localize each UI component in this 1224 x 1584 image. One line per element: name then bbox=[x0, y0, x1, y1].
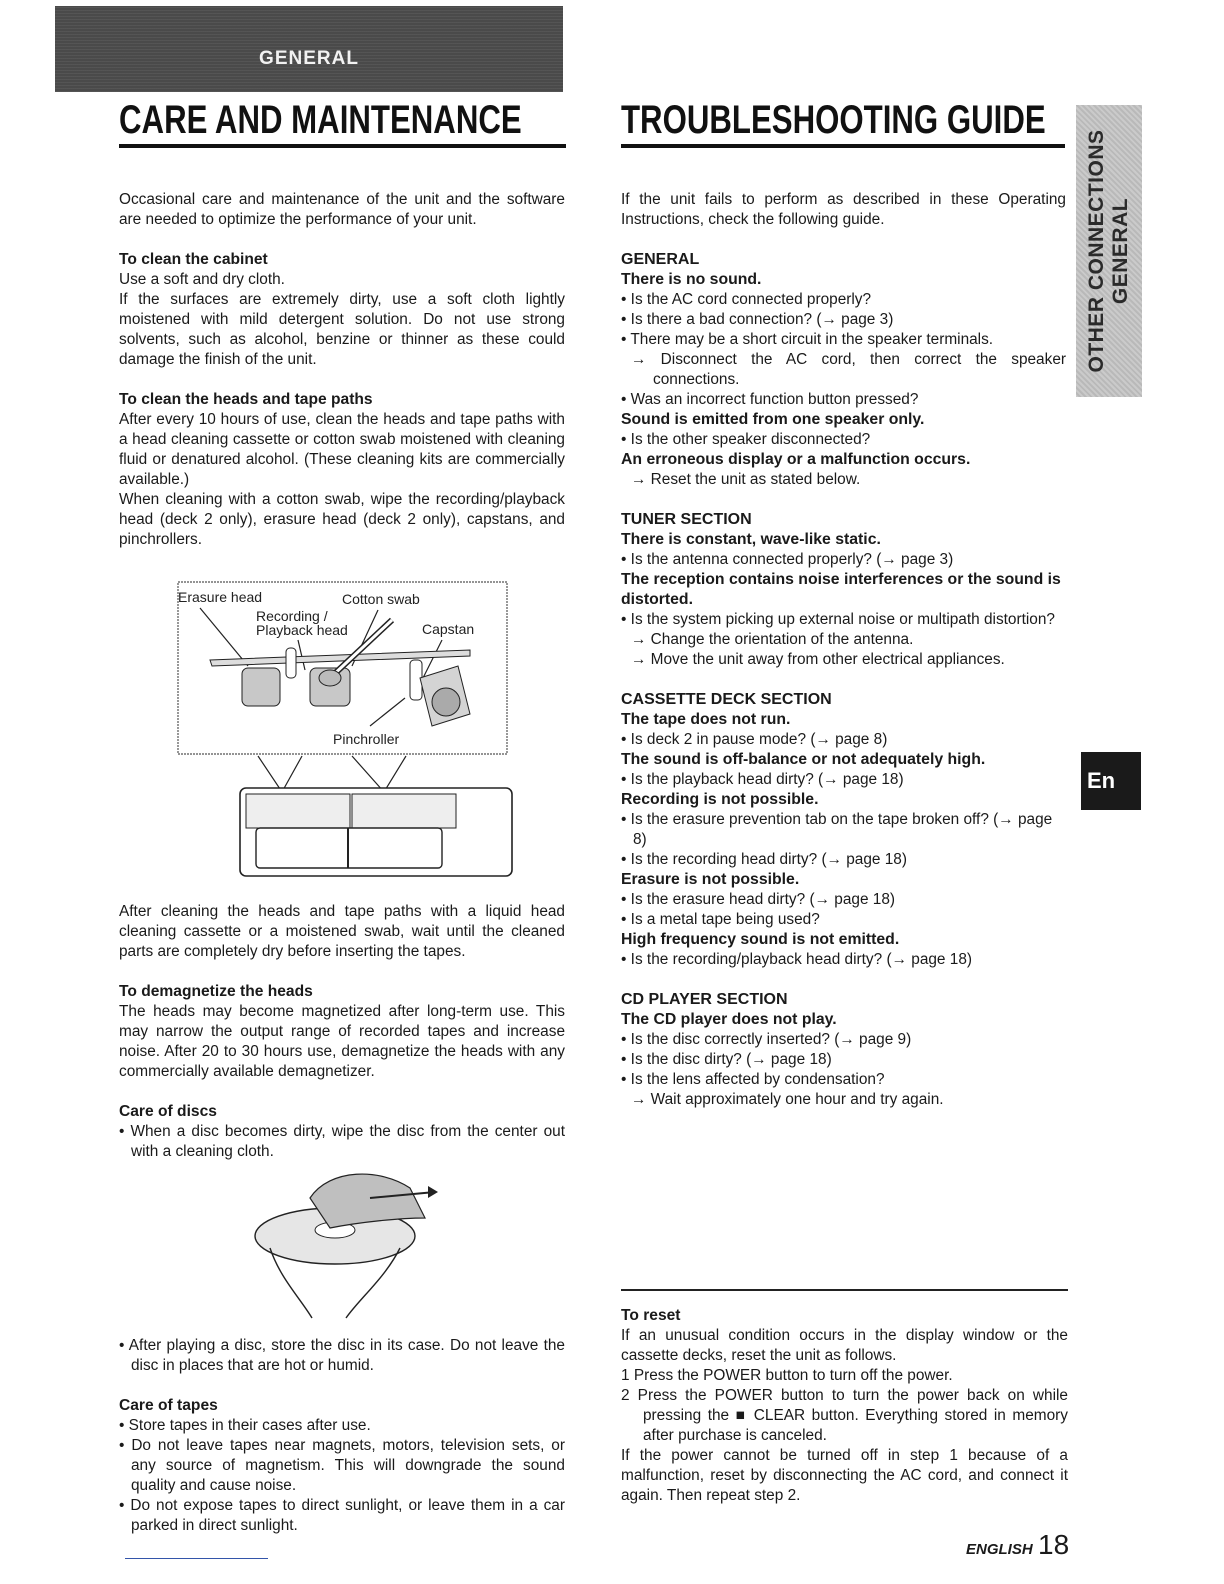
tuner-heading: TUNER SECTION bbox=[621, 511, 752, 528]
side-tab-general: GENERAL bbox=[1109, 197, 1132, 305]
reset-section bbox=[621, 1306, 1068, 1506]
general-q3-a1: → Reset the unit as stated below. bbox=[631, 471, 861, 488]
head-cleaning-illustration bbox=[170, 578, 515, 878]
section-label: GENERAL bbox=[259, 48, 359, 69]
tuner-q1: There is constant, wave-like static. bbox=[621, 531, 881, 548]
care-tapes-bullet-2: • Do not leave tapes near magnets, motors, television sets, or any source of magnetism. This will downgrade the sound quality and cause noise. bbox=[119, 1437, 565, 1494]
footer-language: ENGLISH bbox=[966, 1541, 1033, 1558]
troubleshooting-title: TROUBLESHOOTING GUIDE bbox=[621, 98, 1046, 142]
clean-cabinet-heading: To clean the cabinet bbox=[119, 251, 268, 268]
care-discs-bullet-1: • When a disc becomes dirty, wipe the disc from the center out with a cleaning cloth. bbox=[119, 1123, 565, 1160]
demagnetize-heading: To demagnetize the heads bbox=[119, 983, 313, 1000]
general-q1-b2: • Is there a bad connection? (→ page 3) bbox=[621, 311, 894, 328]
care-title-rule bbox=[119, 144, 566, 148]
clean-heads-p2: When cleaning with a cotton swab, wipe the recording/playback head (deck 2 only), erasure head (deck 2 only), capstans, and pinchrollers. bbox=[119, 491, 565, 548]
label-recording: Recording / bbox=[256, 608, 328, 624]
care-tapes-bullet-1: • Store tapes in their cases after use. bbox=[119, 1417, 371, 1434]
label-pinchroller: Pinchroller bbox=[333, 731, 400, 747]
label-playback-head: Playback head bbox=[256, 622, 348, 638]
general-q1-b4: • Was an incorrect function button pressed? bbox=[621, 391, 919, 408]
reset-rule bbox=[621, 1289, 1068, 1291]
cassette-q4-b2: • Is a metal tape being used? bbox=[621, 911, 820, 928]
general-q1: There is no sound. bbox=[621, 271, 762, 288]
left-column-top bbox=[119, 190, 565, 550]
general-q1-b1: • Is the AC cord connected properly? bbox=[621, 291, 872, 308]
left-column-bottom bbox=[119, 1336, 565, 1536]
general-q3: An erroneous display or a malfunction occurs. bbox=[621, 451, 971, 468]
language-tab: En bbox=[1081, 752, 1141, 810]
cassette-q5-b1: • Is the recording/playback head dirty? (→ page 18) bbox=[621, 951, 973, 968]
cd-q1-b1: • Is the disc correctly inserted? (→ page 9) bbox=[621, 1031, 912, 1048]
cassette-q3-b2: • Is the recording head dirty? (→ page 18) bbox=[621, 851, 907, 868]
reset-step-1: 1 Press the POWER button to turn off the power. bbox=[621, 1367, 953, 1384]
label-capstan: Capstan bbox=[422, 621, 475, 637]
cd-q1-a1: → Wait approximately one hour and try again. bbox=[631, 1091, 944, 1108]
care-tapes-bullet-3: • Do not expose tapes to direct sunlight, or leave them in a car parked in direct sunlight. bbox=[119, 1497, 565, 1534]
cd-heading: CD PLAYER SECTION bbox=[621, 991, 788, 1008]
care-discs-bullet-2: • After playing a disc, store the disc in its case. Do not leave the disc in places that are hot or humid. bbox=[119, 1337, 565, 1374]
care-discs-heading: Care of discs bbox=[119, 1103, 217, 1120]
reset-heading: To reset bbox=[621, 1307, 681, 1324]
cassette-q4: Erasure is not possible. bbox=[621, 871, 800, 888]
tuner-q2-a2: → Move the unit away from other electrical appliances. bbox=[631, 651, 1005, 668]
clean-heads-heading: To clean the heads and tape paths bbox=[119, 391, 373, 408]
cassette-q3: Recording is not possible. bbox=[621, 791, 819, 808]
cassette-heading: CASSETTE DECK SECTION bbox=[621, 691, 832, 708]
care-title: CARE AND MAINTENANCE bbox=[119, 98, 522, 142]
care-tapes-heading: Care of tapes bbox=[119, 1397, 218, 1414]
cassette-q1-b1: • Is deck 2 in pause mode? (→ page 8) bbox=[621, 731, 888, 748]
troubleshooting-title-rule bbox=[621, 144, 1065, 148]
cd-q1: The CD player does not play. bbox=[621, 1011, 837, 1028]
general-q1-b3: • There may be a short circuit in the speaker terminals. bbox=[621, 331, 994, 348]
cassette-q5: High frequency sound is not emitted. bbox=[621, 931, 900, 948]
after-cleaning-text: After cleaning the heads and tape paths with a liquid head cleaning cassette or a moistened swab, wait until the cleaned parts are completely dry before inserting the tapes. bbox=[119, 903, 565, 960]
head-cleaning-figure bbox=[170, 578, 515, 878]
cd-q1-b3: • Is the lens affected by condensation? bbox=[621, 1071, 885, 1088]
label-erasure-head: Erasure head bbox=[178, 589, 263, 605]
tuner-q2-b1: • Is the system picking up external noise or multipath distortion? bbox=[621, 611, 1055, 628]
side-tab-other-connections: OTHER CONNECTIONS bbox=[1085, 129, 1108, 373]
cassette-q3-b1: • Is the erasure prevention tab on the tape broken off? (→ page 8) bbox=[621, 811, 1053, 848]
cd-q1-b2: • Is the disc dirty? (→ page 18) bbox=[621, 1051, 832, 1068]
right-column bbox=[621, 190, 1066, 1110]
left-column-middle bbox=[119, 902, 565, 1162]
care-intro: Occasional care and maintenance of the unit and the software are needed to optimize the performance of your unit. bbox=[119, 191, 565, 228]
page-number: 18 bbox=[1038, 1529, 1070, 1560]
cassette-q2-b1: • Is the playback head dirty? (→ page 18) bbox=[621, 771, 904, 788]
cassette-q2: The sound is off-balance or not adequately high. bbox=[621, 751, 986, 768]
clean-cabinet-p1: Use a soft and dry cloth. bbox=[119, 271, 285, 288]
disc-wiping-figure bbox=[250, 1158, 440, 1328]
reset-step-2: 2 Press the POWER button to turn the power back on while pressing the ■ CLEAR button. Everything stored in memory after purchase is canceled. bbox=[621, 1387, 1068, 1444]
cassette-q1: The tape does not run. bbox=[621, 711, 791, 728]
general-heading: GENERAL bbox=[621, 251, 700, 268]
section-banner bbox=[55, 6, 563, 92]
general-q1-a1: → Disconnect the AC cord, then correct the speaker connections. bbox=[631, 351, 1066, 388]
general-q2: Sound is emitted from one speaker only. bbox=[621, 411, 925, 428]
cassette-q4-b1: • Is the erasure head dirty? (→ page 18) bbox=[621, 891, 896, 908]
disc-wiping-illustration bbox=[250, 1158, 440, 1328]
label-cotton-swab: Cotton swab bbox=[342, 591, 420, 607]
reset-p2: If the power cannot be turned off in step 1 because of a malfunction, reset by disconnecting the AC cord, and connect it again. Then repeat step 2. bbox=[621, 1447, 1068, 1504]
troubleshooting-intro: If the unit fails to perform as described in these Operating Instructions, check the following guide. bbox=[621, 191, 1066, 228]
bottom-link-line bbox=[125, 1558, 268, 1559]
tuner-q2-a1: → Change the orientation of the antenna. bbox=[631, 631, 914, 648]
chapter-side-tab bbox=[1076, 105, 1142, 397]
clean-heads-p1: After every 10 hours of use, clean the heads and tape paths with a head cleaning cassette or cotton swab moistened with cleaning fluid or denatured alcohol. (These cleaning kits are commercially available.) bbox=[119, 411, 565, 488]
demagnetize-p1: The heads may become magnetized after long-term use. This may narrow the output range of recorded tapes and increase noise. After 20 to 30 hours use, demagnetize the heads with any commercially available demagnetizer. bbox=[119, 1003, 565, 1080]
clean-cabinet-p2: If the surfaces are extremely dirty, use a soft cloth lightly moistened with mild detergent solution. Do not use strong solvents, such as alcohol, benzine or thinner as these could damage the finish of the unit. bbox=[119, 291, 565, 368]
tuner-q1-b1: • Is the antenna connected properly? (→ page 3) bbox=[621, 551, 954, 568]
tuner-q2: The reception contains noise interferences or the sound is distorted. bbox=[621, 571, 1061, 608]
reset-p1: If an unusual condition occurs in the display window or the cassette decks, reset the unit as follows. bbox=[621, 1327, 1068, 1364]
general-q2-b1: • Is the other speaker disconnected? bbox=[621, 431, 871, 448]
